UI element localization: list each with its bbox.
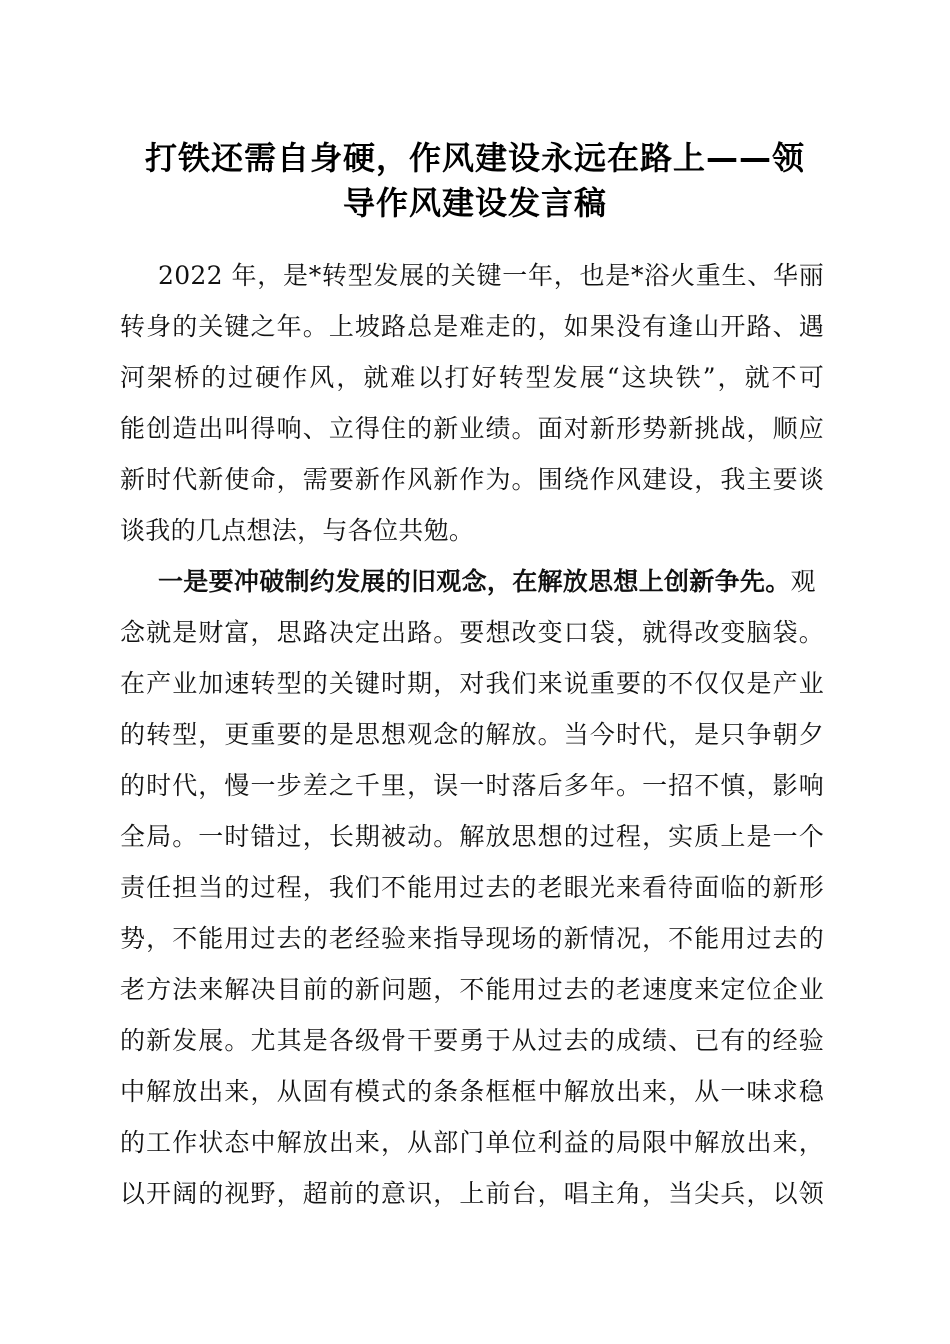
paragraph-line: 中解放出来，从固有模式的条条框框中解放出来，从一味求稳	[120, 1077, 824, 1106]
paragraph-intro	[120, 250, 824, 556]
paragraph-line: 的时代，慢一步差之千里，误一时落后多年。一招不慎，影响	[120, 771, 824, 800]
paragraph-line: 念就是财富，思路决定出路。要想改变口袋，就得改变脑袋。	[120, 618, 824, 647]
paragraph-line: 的转型，更重要的是思想观念的解放。当今时代，是只争朝夕	[120, 720, 824, 749]
title-line-1: 打铁还需自身硬，作风建设永远在路上——领	[144, 139, 805, 177]
paragraph-line: 新时代新使命，需要新作风新作为。围绕作风建设，我主要谈	[120, 465, 824, 494]
document-title	[118, 136, 832, 226]
paragraph-line: 能创造出叫得响、立得住的新业绩。面对新形势新挑战，顺应	[120, 414, 824, 443]
document-body	[120, 250, 824, 1219]
paragraph-lead-line	[120, 556, 824, 607]
paragraph-point-one	[120, 556, 824, 1219]
point-one-heading: 一是要冲破制约发展的旧观念，在解放思想上创新争先。	[158, 567, 791, 596]
paragraph-line: 老方法来解决目前的新问题，不能用过去的老速度来定位企业	[120, 975, 824, 1004]
paragraph-line: 责任担当的过程，我们不能用过去的老眼光来看待面临的新形	[120, 873, 824, 902]
paragraph-line: 2022 年，是*转型发展的关键一年，也是*浴火重生、华丽	[158, 261, 824, 290]
paragraph-line: 的新发展。尤其是各级骨干要勇于从过去的成绩、已有的经验	[120, 1026, 824, 1055]
paragraph-line: 的工作状态中解放出来，从部门单位利益的局限中解放出来，	[120, 1128, 824, 1157]
paragraph-line: 河架桥的过硬作风，就难以打好转型发展“这块铁”，就不可	[120, 363, 824, 392]
paragraph-line: 势，不能用过去的老经验来指导现场的新情况，不能用过去的	[120, 924, 824, 953]
paragraph-line: 转身的关键之年。上坡路总是难走的，如果没有逢山开路、遇	[120, 312, 824, 341]
paragraph-line: 谈我的几点想法，与各位共勉。	[120, 516, 475, 545]
title-line-2: 导作风建设发言稿	[342, 184, 607, 222]
paragraph-line: 以开阔的视野，超前的意识，上前台，唱主角，当尖兵，以领	[120, 1179, 824, 1208]
paragraph-line: 在产业加速转型的关键时期，对我们来说重要的不仅仅是产业	[120, 669, 824, 698]
paragraph-line: 全局。一时错过，长期被动。解放思想的过程，实质上是一个	[120, 822, 824, 851]
point-one-lead-rest: 观	[790, 567, 816, 596]
